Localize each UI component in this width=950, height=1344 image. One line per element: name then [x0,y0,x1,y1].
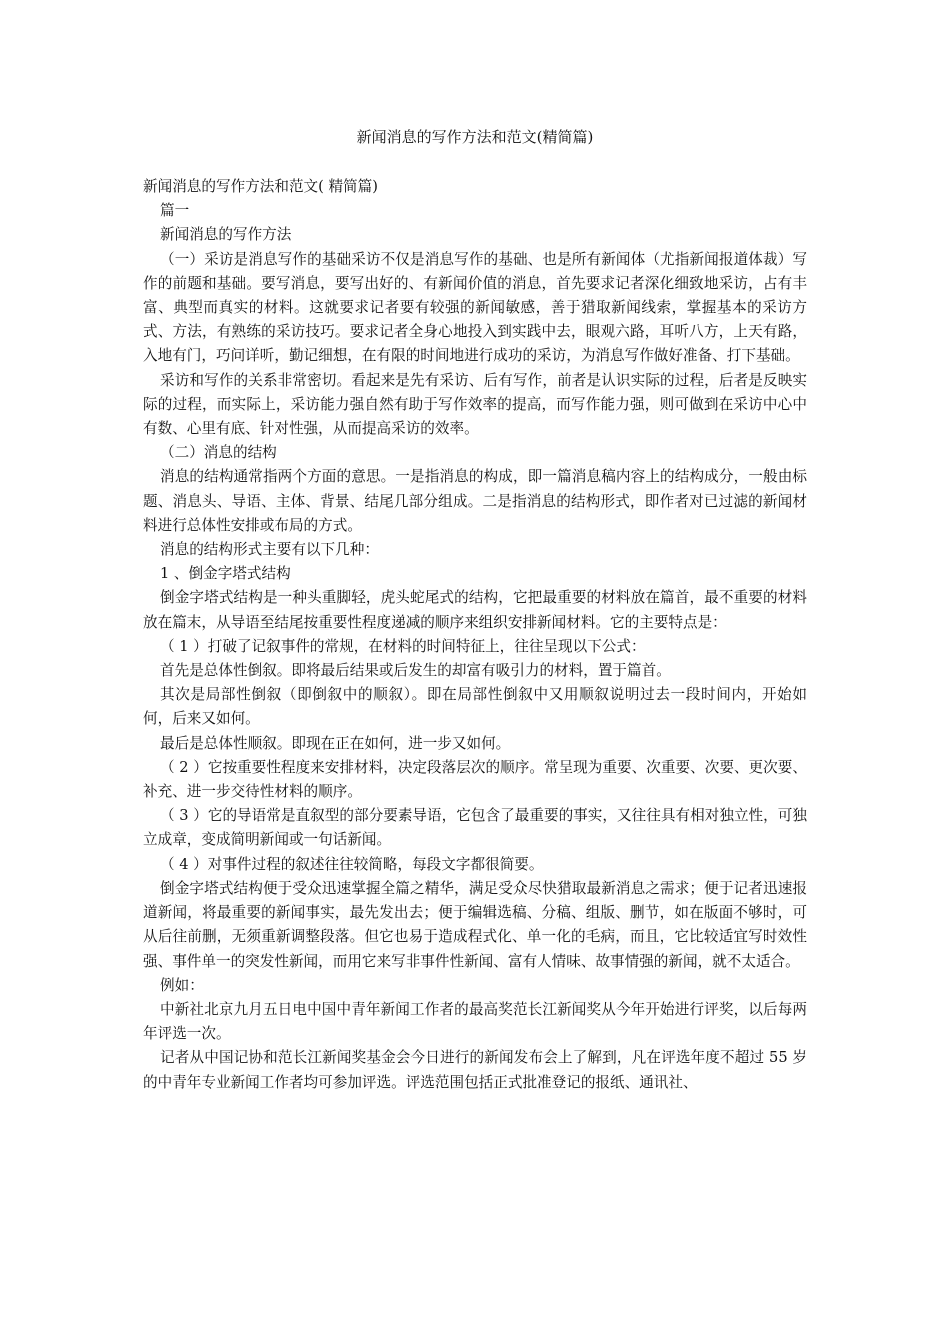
paragraph: 采访和写作的关系非常密切。看起来是先有采访、后有写作，前者是认识实际的过程，后者是反映实际的过程，而实际上，采访能力强自然有助于写作效率的提高，而写作能力强，则可做到在采访中心中有数、心里有底、针对性强，从而提高采访的效率。 [143,371,807,438]
paragraph: 最后是总体性顺叙。即现在正在如何，进一步又如何。 [160,734,511,752]
paragraph: 倒金字塔式结构是一种头重脚轻，虎头蛇尾式的结构，它把最重要的材料放在篇首，最不重要的材料放在篇末，从导语至结尾按重要性程度递减的顺序来组织安排新闻材料。它的主要特点是： [143,589,807,631]
paragraph: 新闻消息的写作方法 [160,226,292,244]
paragraph: 例如： [160,976,204,994]
paragraph: 倒金字塔式结构便于受众迅速掌握全篇之精华，满足受众尽快猎取最新消息之需求；便于记者迅速报道新闻，将最重要的新闻事实，最先发出去；便于编辑选稿、分稿、组版、删节，如在版面不够时，可从后往前删，无须重新调整段落。但它也易于造成程式化、单一化的毛病，而且，它比较适宜写时效性强、事件单一的突发性新闻，而用它来写非事件性新闻、富有人情味、故事情强的新闻，就不太适合。 [143,879,807,970]
paragraph: （二）消息的结构 [160,444,277,462]
paragraph: 篇一 [160,202,190,220]
paragraph: （ 3 ）它的导语常是直叙型的部分要素导语，它包含了最重要的事实，又往往具有相对独立性，可独立成章，变成简明新闻或一句话新闻。 [143,807,807,849]
paragraph: （ 2 ）它按重要性程度来安排材料，决定段落层次的顺序。常呈现为重要、次重要、次要、更次要、补充、进一步交待性材料的顺序。 [143,758,807,801]
paragraph: （ 4 ）对事件过程的叙述往往较简略，每段文字都很简要。 [160,855,544,873]
paragraph: 中新社北京九月五日电中国中青年新闻工作者的最高奖范长江新闻奖从今年开始进行评奖，以后每两年评选一次。 [143,1000,807,1043]
paragraph: （一）采访是消息写作的基础采访不仅是消息写作的基础、也是所有新闻体（尤指新闻报道体裁）写作的前题和基础。要写消息，要写出好的、有新闻价值的消息，首先要求记者深化细致地采访，占有丰富、典型而真实的材料。这就要求记者要有较强的新闻敏感，善于猎取新闻线索，掌握基本的采访方式、方法，有熟练的采访技巧。要求记者全身心地投入到实践中去，眼观六路，耳听八方，上天有路，入地有门，巧问详听，勤记细想，在有限的时间地进行成功的采访，为消息写作做好准备、打下基础。 [143,250,807,365]
paragraph: 1 、倒金字塔式结构 [160,565,291,583]
paragraph: 其次是局部性倒叙（即倒叙中的顺叙）。即在局部性倒叙中又用顺叙说明过去一段时间内，开始如何，后来又如何。 [143,686,807,728]
paragraph: （ 1 ）打破了记叙事件的常规，在材料的时间特征上，往往呈现以下公式： [160,637,646,655]
paragraph: 消息的结构通常指两个方面的意思。一是指消息的构成，即一篇消息稿内容上的结构成分，一般由标题、消息头、导语、主体、背景、结尾几部分组成。二是指消息的结构形式，即作者对已过滤的新闻材料进行总体性安排或布局的方式。 [143,468,807,534]
document-body [143,175,807,1095]
document-title: 新闻消息的写作方法和范文(精简篇) [356,128,594,146]
paragraph: 首先是总体性倒叙。即将最后结果或后发生的却富有吸引力的材料，置于篇首。 [160,662,671,680]
paragraph: 记者从中国记协和范长江新闻奖基金会今日进行的新闻发布会上了解到，凡在评选年度不超过 55 岁的中青年专业新闻工作者均可参加评选。评选范围包括正式批准登记的报纸、通讯社、 [143,1049,807,1091]
paragraph: 消息的结构形式主要有以下几种： [160,541,379,559]
document-subtitle: 新闻消息的写作方法和范文( 精简篇) [143,178,378,195]
